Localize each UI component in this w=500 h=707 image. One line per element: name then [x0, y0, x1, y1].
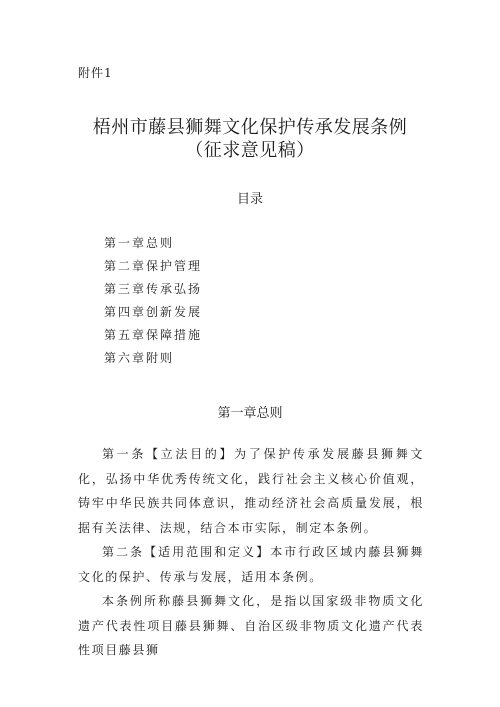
chapter-body [78, 442, 424, 663]
article-paragraph: 本条例所称藤县狮舞文化，是指以国家级非物质文化遗产代表性项目藤县狮舞、自治区级非物质文化遗产代表性项目藤县狮 [78, 594, 424, 657]
chapter-heading: 第一章总则 [217, 406, 283, 421]
article-paragraph: 第一条【立法目的】为了保护传承发展藤县狮舞文化，弘扬中华优秀传统文化，践行社会主义核心价值观，铸牢中华民族共同体意识，推动经济社会高质量发展，根据有关法律、法规，结合本市实际，制定本条例。 [78, 447, 424, 535]
toc-item: 第一章总则 [104, 236, 175, 250]
toc-item: 第三章传承弘扬 [104, 282, 203, 296]
toc-heading: 目录 [236, 192, 263, 207]
table-of-contents [104, 232, 202, 370]
document-title: 梧州市藤县狮舞文化保护传承发展条例 [92, 117, 408, 138]
toc-item: 第六章附则 [104, 351, 175, 365]
attachment-label: 附件1 [78, 66, 113, 80]
article-paragraph: 第二条【适用范围和定义】本市行政区域内藤县狮舞文化的保护、传承与发展，适用本条例。 [78, 545, 424, 584]
toc-item: 第二章保护管理 [104, 259, 203, 273]
document-subtitle: （征求意见稿） [185, 140, 315, 161]
toc-item: 第五章保障措施 [104, 328, 203, 342]
toc-item: 第四章创新发展 [104, 305, 203, 319]
